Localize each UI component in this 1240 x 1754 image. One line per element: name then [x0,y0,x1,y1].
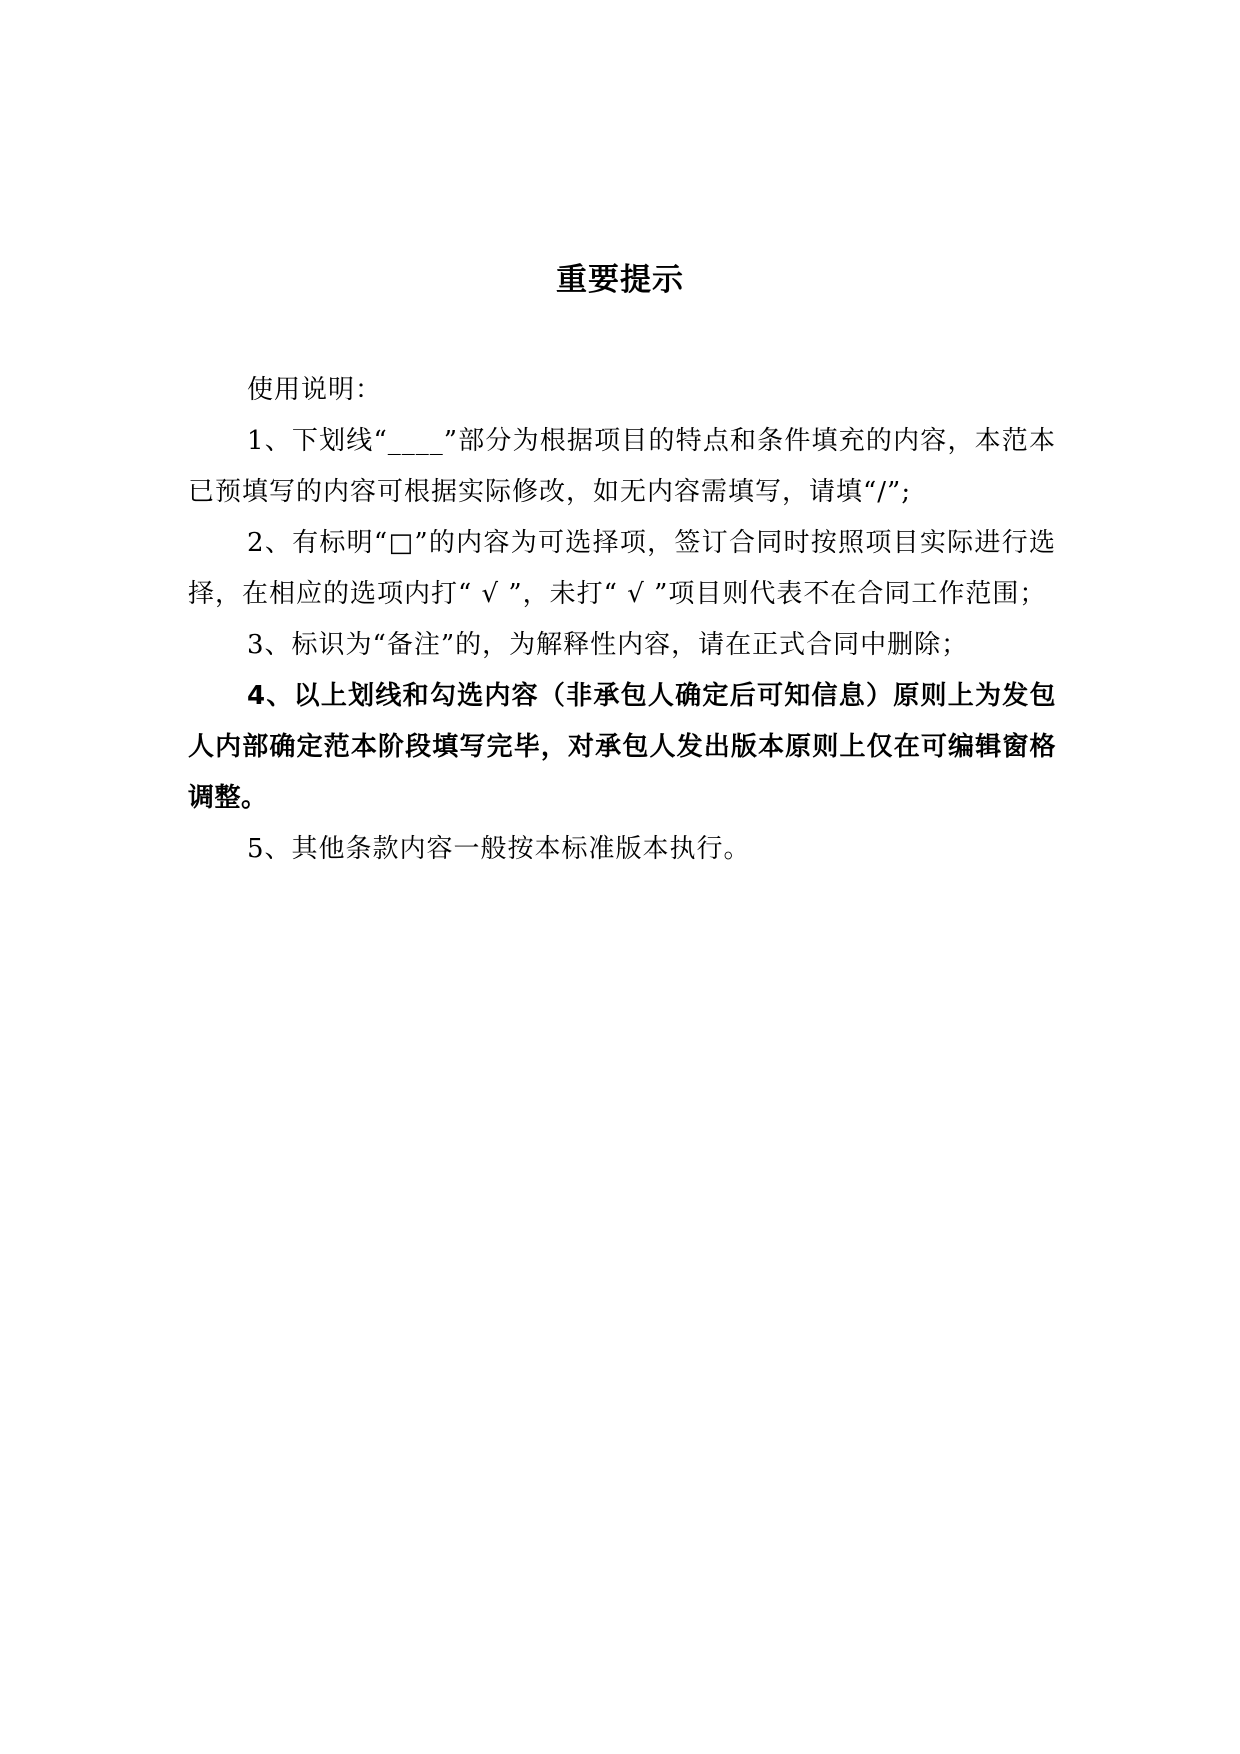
instructions-body [188,365,1056,875]
instruction-item-2: 2、有标明“□”的内容为可选择项，签订合同时按照项目实际进行选择，在相应的选项内打“ √ ”，未打“ √ ”项目则代表不在合同工作范围； [188,528,1056,609]
instruction-item-4: 4、以上划线和勾选内容（非承包人确定后可知信息）原则上为发包人内部确定范本阶段填写完毕，对承包人发出版本原则上仅在可编辑窗格调整。 [188,681,1056,813]
instruction-item-1: 1、下划线“____”部分为根据项目的特点和条件填充的内容，本范本已预填写的内容可根据实际修改，如无内容需填写，请填“/”; [188,426,1056,507]
page-title: 重要提示 [556,262,684,298]
instructions-intro: 使用说明： [247,375,383,405]
instruction-item-3: 3、标识为“备注”的，为解释性内容，请在正式合同中删除； [247,630,969,660]
instruction-item-5: 5、其他条款内容一般按本标准版本执行。 [247,834,751,864]
